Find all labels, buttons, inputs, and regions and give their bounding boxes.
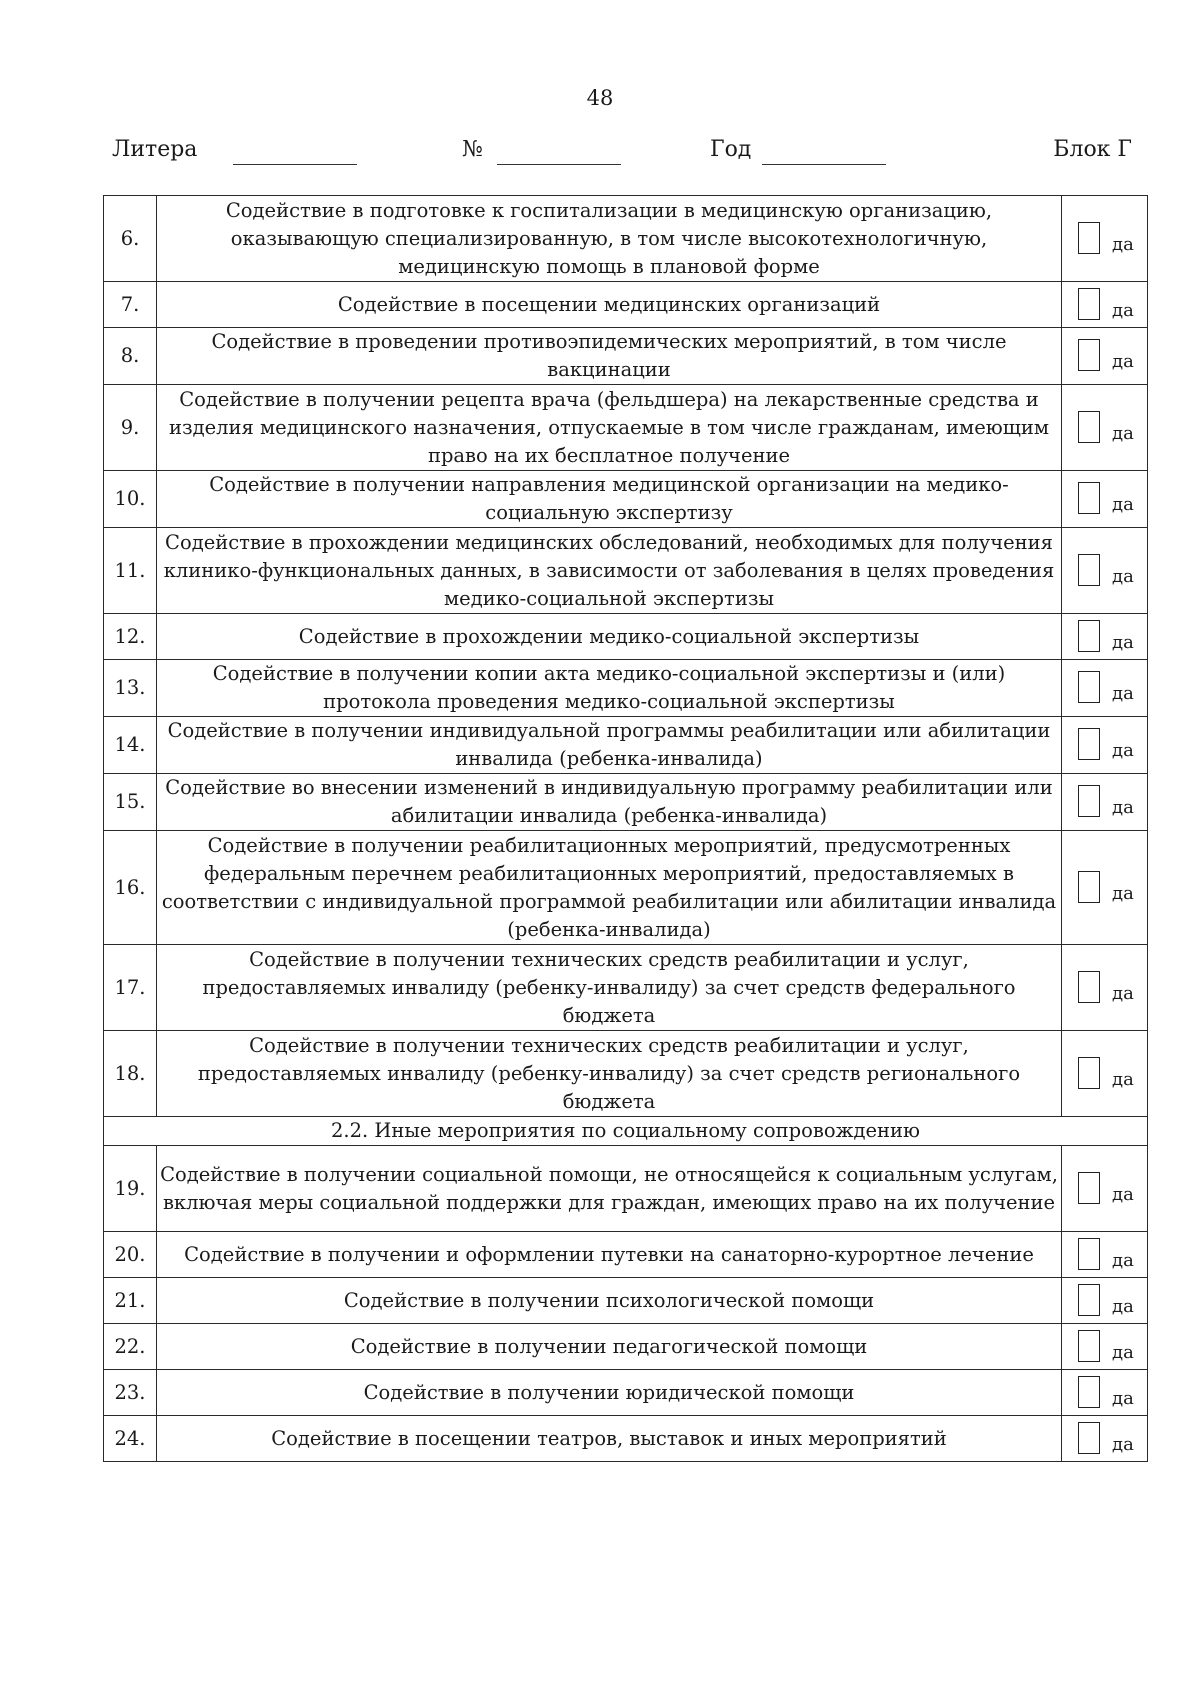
checkbox-cell <box>1062 196 1148 282</box>
row-number: 21. <box>104 1278 157 1324</box>
yes-label: да <box>1112 982 1134 1004</box>
table-row <box>104 774 1148 831</box>
table-row <box>104 328 1148 385</box>
litera-field[interactable] <box>233 164 357 165</box>
row-number: 12. <box>104 614 157 660</box>
row-description: Содействие в получении направления медицинской организации на медико-социальную экспертизу <box>157 471 1062 528</box>
checkbox-cell <box>1062 945 1148 1031</box>
table-row <box>104 831 1148 945</box>
row-number: 18. <box>104 1031 157 1117</box>
table-row <box>104 528 1148 614</box>
yes-label: да <box>1112 494 1134 515</box>
row-number: 14. <box>104 717 157 774</box>
checkbox-cell <box>1062 1416 1148 1462</box>
checkbox-cell <box>1062 528 1148 614</box>
checkbox-cell <box>1062 1324 1148 1370</box>
yes-checkbox[interactable] <box>1078 871 1100 903</box>
row-description: Содействие в получении технических средств реабилитации и услуг, предоставляемых инвалиду (ребенку-инвалиду) за счет средств федерального бюджета <box>157 945 1062 1031</box>
yes-checkbox[interactable] <box>1078 1376 1100 1408</box>
yes-label: да <box>1112 740 1134 761</box>
row-description: Содействие в прохождении медицинских обследований, необходимых для получения клинико-функциональных данных, в зависимости от заболевания в целях проведения медико-социальной экспертизы <box>157 528 1062 614</box>
row-number: 6. <box>104 196 157 282</box>
yes-label: да <box>1112 1295 1134 1317</box>
yes-checkbox[interactable] <box>1078 339 1100 371</box>
checkbox-cell <box>1062 1278 1148 1324</box>
row-description: Содействие в получении психологической помощи <box>157 1278 1062 1324</box>
checkbox-cell <box>1062 1370 1148 1416</box>
row-number: 19. <box>104 1146 157 1232</box>
table-row <box>104 945 1148 1031</box>
yes-label: да <box>1112 299 1134 321</box>
table-row <box>104 717 1148 774</box>
yes-label: да <box>1112 882 1134 904</box>
yes-label: да <box>1112 1387 1134 1409</box>
table-row <box>104 660 1148 717</box>
row-number: 23. <box>104 1370 157 1416</box>
row-number: 15. <box>104 774 157 831</box>
block-label: Блок Г <box>1053 137 1132 162</box>
row-number: 22. <box>104 1324 157 1370</box>
row-number: 20. <box>104 1232 157 1278</box>
row-number: 9. <box>104 385 157 471</box>
checkbox-cell <box>1062 717 1148 774</box>
yes-label: да <box>1112 683 1134 704</box>
table-row <box>104 1278 1148 1324</box>
row-description: Содействие в получении копии акта медико-социальной экспертизы и (или) протокола проведения медико-социальной экспертизы <box>157 660 1062 717</box>
measures-table <box>103 195 1148 1462</box>
table-row <box>104 1370 1148 1416</box>
row-number: 7. <box>104 282 157 328</box>
row-number: 10. <box>104 471 157 528</box>
row-description: Содействие в проведении противоэпидемических мероприятий, в том числе вакцинации <box>157 328 1062 385</box>
yes-checkbox[interactable] <box>1078 554 1100 586</box>
row-description: Содействие в получении и оформлении путевки на санаторно-курортное лечение <box>157 1232 1062 1278</box>
page-number: 48 <box>586 86 614 110</box>
yes-checkbox[interactable] <box>1078 1172 1100 1204</box>
row-number: 17. <box>104 945 157 1031</box>
row-description: Содействие в получении социальной помощи, не относящейся к социальным услугам, включая меры социальной поддержки для граждан, имеющих право на их получение <box>157 1146 1062 1232</box>
yes-checkbox[interactable] <box>1078 971 1100 1003</box>
checkbox-cell <box>1062 471 1148 528</box>
checkbox-cell <box>1062 660 1148 717</box>
section-row <box>104 1117 1148 1146</box>
row-description: Содействие в посещении театров, выставок и иных мероприятий <box>157 1416 1062 1462</box>
litera-label: Литера <box>112 137 198 162</box>
year-field[interactable] <box>762 164 886 165</box>
table-row <box>104 471 1148 528</box>
checkbox-cell <box>1062 614 1148 660</box>
yes-checkbox[interactable] <box>1078 1284 1100 1316</box>
row-description: Содействие в получении юридической помощи <box>157 1370 1062 1416</box>
table-row <box>104 1416 1148 1462</box>
row-description: Содействие в посещении медицинских организаций <box>157 282 1062 328</box>
row-description: Содействие в получении технических средств реабилитации и услуг, предоставляемых инвалиду (ребенку-инвалиду) за счет средств регионального бюджета <box>157 1031 1062 1117</box>
row-number: 13. <box>104 660 157 717</box>
table-row <box>104 1324 1148 1370</box>
year-label: Год <box>710 137 752 162</box>
yes-checkbox[interactable] <box>1078 1330 1100 1362</box>
section-title: 2.2. Иные мероприятия по социальному сопровождению <box>104 1117 1148 1146</box>
yes-checkbox[interactable] <box>1078 620 1100 652</box>
yes-label: да <box>1112 797 1134 818</box>
yes-checkbox[interactable] <box>1078 1238 1100 1270</box>
row-description: Содействие в получении рецепта врача (фельдшера) на лекарственные средства и изделия медицинского назначения, отпускаемые в том числе гражданам, имеющим право на их бесплатное получение <box>157 385 1062 471</box>
number-field[interactable] <box>497 164 621 165</box>
yes-checkbox[interactable] <box>1078 671 1100 703</box>
checkbox-cell <box>1062 282 1148 328</box>
yes-checkbox[interactable] <box>1078 411 1100 443</box>
row-description: Содействие в получении педагогической помощи <box>157 1324 1062 1370</box>
yes-label: да <box>1112 631 1134 653</box>
row-description: Содействие в прохождении медико-социальной экспертизы <box>157 614 1062 660</box>
yes-label: да <box>1112 422 1134 444</box>
yes-label: да <box>1112 565 1134 587</box>
checkbox-cell <box>1062 774 1148 831</box>
yes-checkbox[interactable] <box>1078 482 1100 514</box>
row-description: Содействие в подготовке к госпитализации в медицинскую организацию, оказывающую специализированную, в том числе высокотехнологичную, медицинскую помощь в плановой форме <box>157 196 1062 282</box>
yes-label: да <box>1112 351 1134 372</box>
row-number: 24. <box>104 1416 157 1462</box>
form-header <box>112 137 1132 167</box>
yes-label: да <box>1112 1249 1134 1271</box>
yes-checkbox[interactable] <box>1078 1422 1100 1454</box>
checkbox-cell <box>1062 831 1148 945</box>
table-row <box>104 1031 1148 1117</box>
checkbox-cell <box>1062 1232 1148 1278</box>
checkbox-cell <box>1062 1031 1148 1117</box>
yes-label: да <box>1112 1068 1134 1090</box>
table-row <box>104 196 1148 282</box>
yes-checkbox[interactable] <box>1078 785 1100 817</box>
row-description: Содействие в получении индивидуальной программы реабилитации или абилитации инвалида (ребенка-инвалида) <box>157 717 1062 774</box>
yes-label: да <box>1112 1433 1134 1455</box>
yes-label: да <box>1112 233 1134 255</box>
table-row <box>104 385 1148 471</box>
table-row <box>104 614 1148 660</box>
yes-checkbox[interactable] <box>1078 222 1100 254</box>
checkbox-cell <box>1062 385 1148 471</box>
table-row <box>104 1146 1148 1232</box>
yes-checkbox[interactable] <box>1078 288 1100 320</box>
yes-label: да <box>1112 1183 1134 1205</box>
yes-label: да <box>1112 1341 1134 1363</box>
row-number: 11. <box>104 528 157 614</box>
number-label: № <box>462 137 483 162</box>
checkbox-cell <box>1062 1146 1148 1232</box>
yes-checkbox[interactable] <box>1078 1057 1100 1089</box>
row-description: Содействие во внесении изменений в индивидуальную программу реабилитации или абилитации инвалида (ребенка-инвалида) <box>157 774 1062 831</box>
row-number: 8. <box>104 328 157 385</box>
row-number: 16. <box>104 831 157 945</box>
table-row <box>104 282 1148 328</box>
table-row <box>104 1232 1148 1278</box>
checkbox-cell <box>1062 328 1148 385</box>
yes-checkbox[interactable] <box>1078 728 1100 760</box>
row-description: Содействие в получении реабилитационных мероприятий, предусмотренных федеральным перечнем реабилитационных мероприятий, предоставляемых в соответствии с индивидуальной программой реабилитации или абилитации инвалида (ребенка-инвалида) <box>157 831 1062 945</box>
